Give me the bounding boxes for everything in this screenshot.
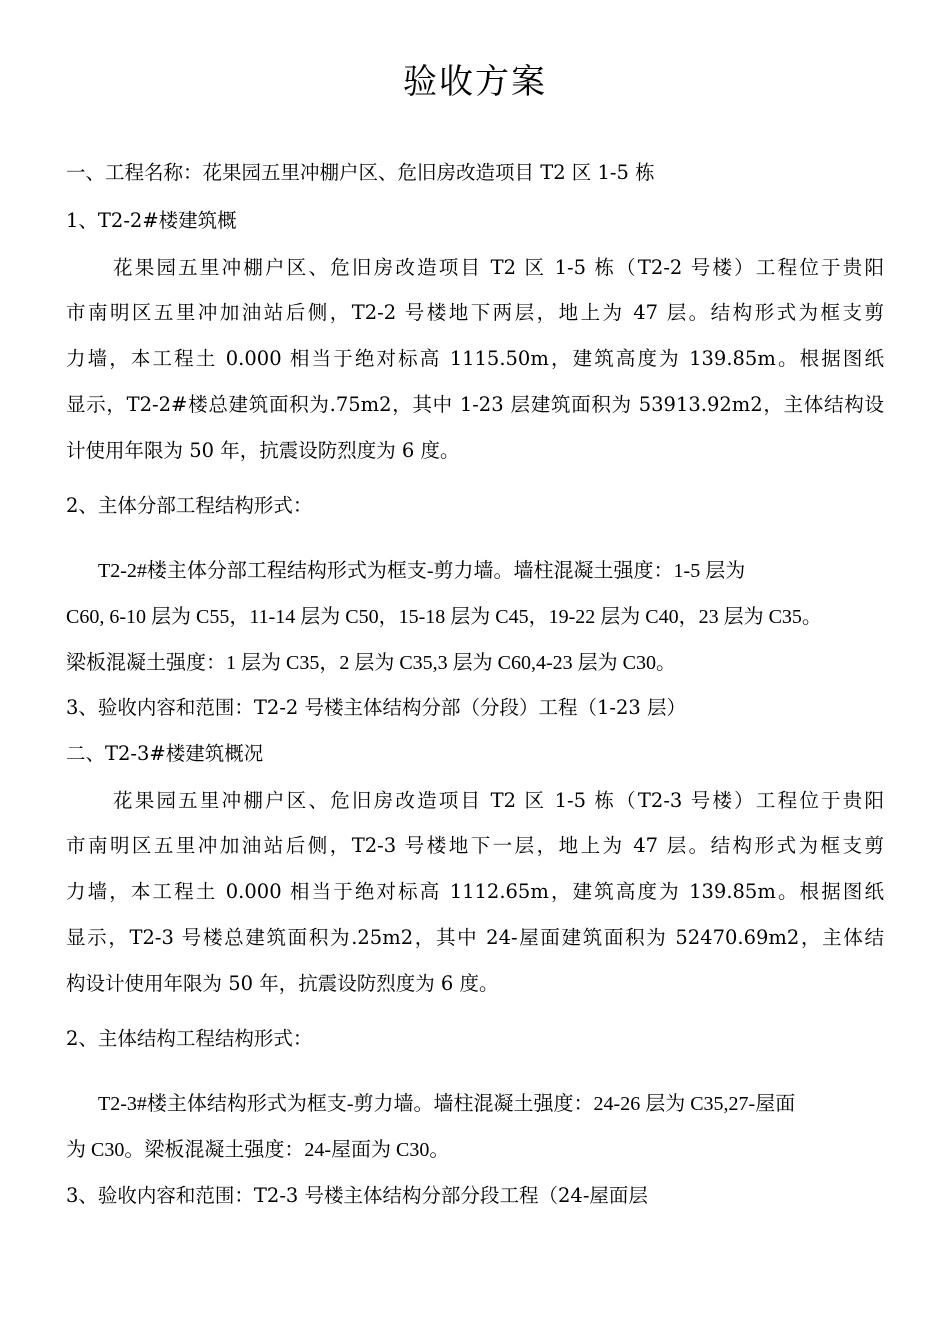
paragraph-line: 市南明区五里冲加油站后侧，T2-3 号楼地下一层，地上为 47 层。结构形式为框支剪	[66, 834, 884, 857]
section-1-heading: 1、T2-2#楼建筑概	[66, 209, 237, 232]
paragraph-line: 力墙，本工程土 0.000 相当于绝对标高 1115.50m，建筑高度为 139.85m。根据图纸	[66, 347, 884, 370]
section-2-heading: 2、主体分部工程结构形式：	[66, 494, 313, 517]
document-title: 验收方案	[403, 62, 547, 102]
paragraph-line: 显示，T2-2#楼总建筑面积为.75m2，其中 1-23 层建筑面积为 53913.92m2，主体结构设	[66, 393, 884, 416]
project-name-heading: 一、工程名称：花果园五里冲棚户区、危旧房改造项目 T2 区 1-5 栋	[66, 161, 655, 184]
paragraph-line: 市南明区五里冲加油站后侧，T2-2 号楼地下两层，地上为 47 层。结构形式为框支剪	[66, 301, 884, 324]
paragraph-line: 花果园五里冲棚户区、危旧房改造项目 T2 区 1-5 栋（T2-2 号楼）工程位于贵阳	[113, 256, 884, 279]
paragraph-line: 显示，T2-3 号楼总建筑面积为.25m2，其中 24-屋面建筑面积为 52470.69m2，主体结	[66, 926, 884, 949]
part-2-heading: 二、T2-3#楼建筑概况	[66, 742, 264, 765]
paragraph-line: T2-2#楼主体分部工程结构形式为框支-剪力墙。墙柱混凝土强度：1-5 层为	[98, 560, 746, 582]
paragraph-line: 力墙，本工程土 0.000 相当于绝对标高 1112.65m，建筑高度为 139.85m。根据图纸	[66, 880, 884, 903]
paragraph-line: 为 C30。梁板混凝土强度：24-屋面为 C30。	[66, 1139, 450, 1161]
section-2b-heading: 2、主体结构工程结构形式：	[66, 1027, 313, 1050]
paragraph-line: 花果园五里冲棚户区、危旧房改造项目 T2 区 1-5 栋（T2-3 号楼）工程位于贵阳	[113, 789, 884, 812]
section-3b-heading: 3、验收内容和范围：T2-3 号楼主体结构分部分段工程（24-屋面层	[66, 1184, 648, 1207]
paragraph-line: 梁板混凝土强度：1 层为 C35，2 层为 C35,3 层为 C60,4-23 层为 C30。	[66, 652, 677, 674]
paragraph-line: 构设计使用年限为 50 年，抗震设防烈度为 6 度。	[66, 972, 499, 995]
paragraph-line: T2-3#楼主体结构形式为框支-剪力墙。墙柱混凝土强度：24-26 层为 C35,27-屋面	[98, 1093, 796, 1115]
section-3-heading: 3、验收内容和范围：T2-2 号楼主体结构分部（分段）工程（1-23 层）	[66, 696, 687, 719]
paragraph-line: 计使用年限为 50 年，抗震设防烈度为 6 度。	[66, 439, 460, 462]
paragraph-line: C60, 6-10 层为 C55，11-14 层为 C50，15-18 层为 C45，19-22 层为 C40，23 层为 C35。	[66, 606, 822, 628]
